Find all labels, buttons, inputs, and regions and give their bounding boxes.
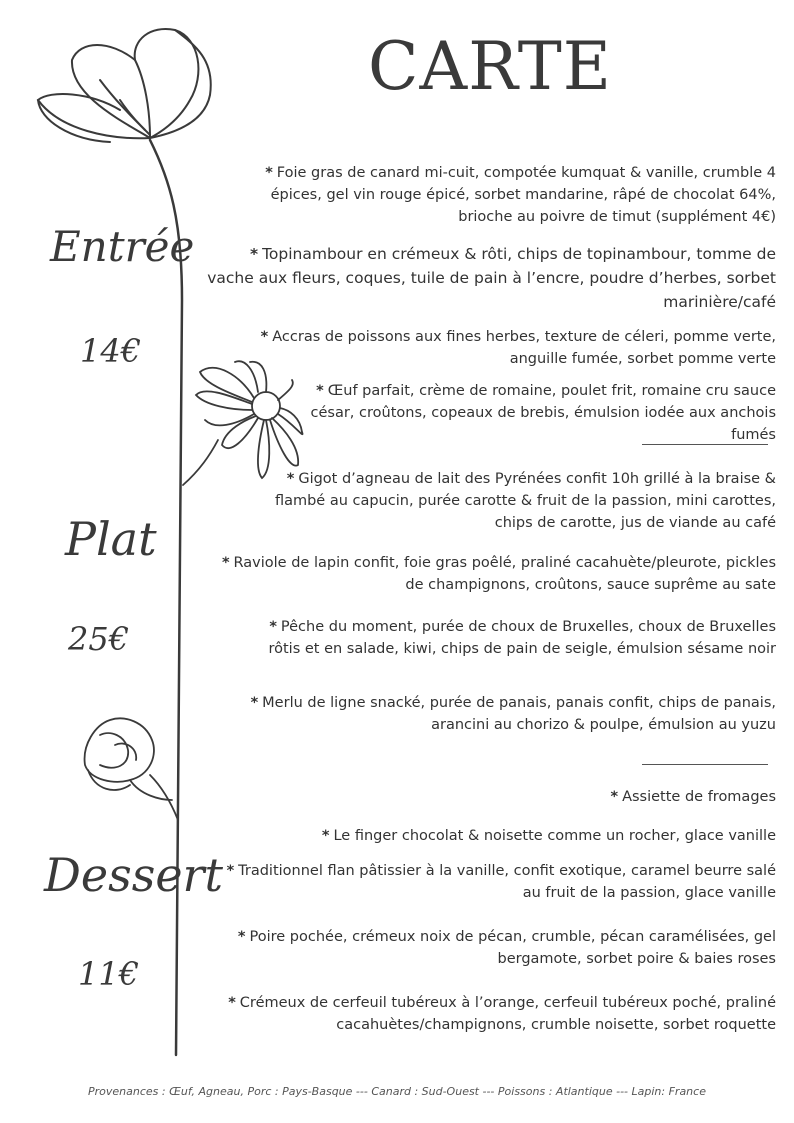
dish-item: * Crémeux de cerfeuil tubéreux à l’orange, cerfeuil tubéreux poché, praliné cacahuètes/champignons, crumble noisette, sorbet roquette [228, 995, 776, 1033]
dish-bullet: * [265, 165, 273, 181]
dish-bullet: * [316, 383, 324, 399]
dish-bullet: * [249, 245, 259, 263]
dish-bullet: * [221, 555, 230, 571]
dish-item: * Pêche du moment, purée de choux de Bruxelles, choux de Bruxelles rôtis et en salade, kiwi, chips de pain de seigle, émulsion sésame noir [268, 619, 776, 657]
dish-item: * Traditionnel flan pâtissier à la vanille, confit exotique, caramel beurre salé au fruit de la passion, glace vanille [226, 863, 776, 901]
dish-bullet: * [286, 471, 295, 487]
poppy-flower-icon [38, 29, 211, 142]
dish-item: * Gigot d’agneau de lait des Pyrénées confit 10h grillé à la braise & flambé au capucin, purée carotte & fruit de la passion, mini carottes, chips de carotte, jus de viande au café [274, 471, 776, 531]
rose-bud-icon [85, 718, 178, 820]
dish-item: * Raviole de lapin confit, foie gras poêlé, praliné cacahuète/pleurote, pickles de champignons, croûtons, sauce suprême au sate [221, 555, 776, 593]
section-label-dessert: Dessert [44, 848, 224, 902]
menu-title: CARTE [368, 28, 612, 105]
section-divider [642, 444, 768, 445]
price-plat: 25€ [68, 620, 130, 658]
dish-bullet: * [269, 619, 277, 635]
dish-item: * Le finger chocolat & noisette comme un rocher, glace vanille [321, 828, 776, 844]
dish-item: * Œuf parfait, crème de romaine, poulet frit, romaine cru sauce césar, croûtons, copeaux de brebis, émulsion iodée aux anchois fumés [310, 383, 776, 443]
price-dessert: 11€ [78, 955, 140, 993]
dish-bullet: * [250, 695, 259, 711]
dish-bullet: * [226, 863, 235, 879]
daisy-flower-icon [183, 361, 303, 485]
dish-item: * Merlu de ligne snacké, purée de panais, panais confit, chips de panais, arancini au chorizo & poulpe, émulsion au yuzu [250, 695, 776, 733]
dish-bullet: * [237, 929, 246, 945]
dish-bullet: * [260, 329, 269, 345]
section-label-plat: Plat [65, 512, 157, 566]
dish-bullet: * [228, 995, 236, 1011]
dish-item: * Poire pochée, crémeux noix de pécan, crumble, pécan caramélisées, gel bergamote, sorbet poire & baies roses [237, 929, 776, 967]
price-entree: 14€ [80, 332, 142, 370]
section-label-entree: Entrée [50, 222, 195, 271]
dish-bullet: * [610, 789, 619, 805]
dish-item: * Assiette de fromages [610, 789, 776, 805]
dish-item: * Topinambour en crémeux & rôti, chips de topinambour, tomme de vache aux fleurs, coques, tuile de pain à l’encre, poudre d’herbes, sorbet marinière/café [207, 245, 776, 311]
dish-bullet: * [321, 828, 330, 844]
section-divider [642, 764, 768, 765]
dish-item: * Accras de poissons aux fines herbes, texture de céleri, pomme verte, anguille fumée, sorbet pomme verte [260, 329, 776, 367]
provenance-footer: Provenances : Œuf, Agneau, Porc : Pays-Basque --- Canard : Sud-Ouest --- Poissons : Atlantique --- Lapin: France [88, 1085, 706, 1098]
dish-item: * Foie gras de canard mi-cuit, compotée kumquat & vanille, crumble 4 épices, gel vin rouge épicé, sorbet mandarine, râpé de chocolat 64%, brioche au poivre de timut (supplément 4€) [265, 165, 776, 225]
